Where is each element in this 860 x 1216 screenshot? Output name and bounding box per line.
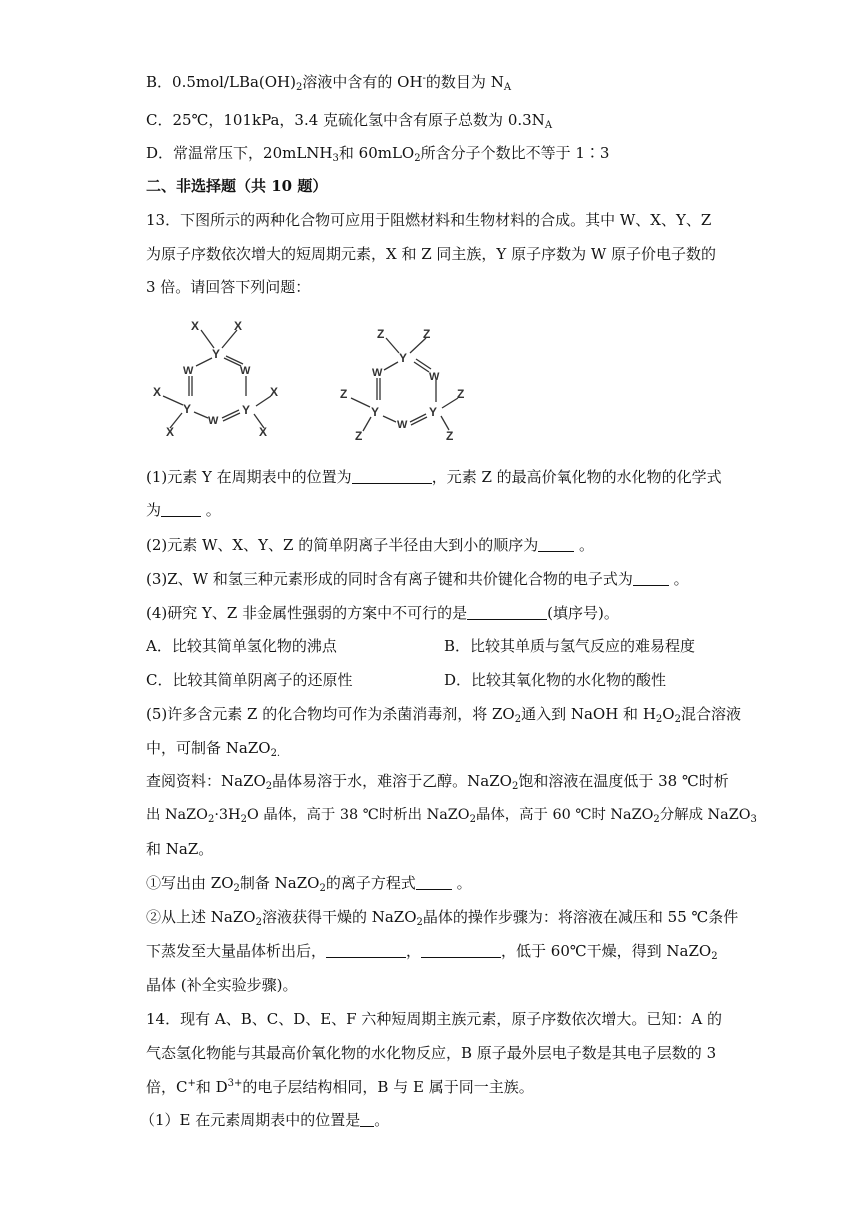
q14-stem-line2: 气态氢化物能与其最高价氧化物的水化物反应，B 原子最外层电子数是其电子层数的 3 <box>146 1044 717 1062</box>
atom-x: X <box>191 319 200 333</box>
q13-sub5-line3: 查阅资料：NaZO$_2$晶体易溶于水，难溶于乙醇。NaZO$_2$饱和溶液在温度低于 38 ℃时析 <box>146 772 729 792</box>
q13-sub5-line2: 中，可制备 NaZO$_{2.}$ <box>146 739 281 759</box>
q13-sub5-line1: (5)许多含元素 Z 的化合物均可作为杀菌消毒剂，将 $ZO_2$通入到 NaOH 和 $H_2O_2$混合溶液 <box>146 705 741 725</box>
q13-sub2: (2)元素 W、X、Y、Z 的简单阴离子半径由大到小的顺序为 。 <box>146 536 594 554</box>
atom-y: Y <box>371 405 380 419</box>
atom-w: W <box>372 367 383 379</box>
left-molecule <box>153 319 278 439</box>
atom-x: X <box>153 385 162 399</box>
answer-blank[interactable] <box>421 943 501 958</box>
answer-blank[interactable] <box>538 537 574 552</box>
q13-sub5-line5: 和 NaZ。 <box>146 840 214 858</box>
q13-sub5-line4: 出 $NaZO_2\cdot 3H_2O$ 晶体，高于 38 ℃时析出 NaZO$_2$晶体，高于 60 ℃时 NaZO$_2$分解成 NaZO$_3$ <box>146 807 757 825</box>
answer-blank[interactable] <box>360 1112 374 1127</box>
q14-sub1: （1）E 在元素周期表中的位置是 。 <box>140 1111 390 1129</box>
answer-blank[interactable] <box>467 605 547 620</box>
atom-z: Z <box>377 327 385 341</box>
option-c: C．25℃，101kPa，3.4 克硫化氢中含有原子总数为 $0.3N_A$ <box>146 111 553 131</box>
q13-sub5-part1: ①写出由 $ZO_2$制备 NaZO$_2$的离子方程式 。 <box>146 874 472 894</box>
q13-sub1-line2: 为 。 <box>146 501 221 519</box>
atom-z: Z <box>355 429 363 443</box>
atom-y: Y <box>183 402 192 416</box>
atom-y: Y <box>212 347 221 361</box>
section-heading: 二、非选择题（共 10 题） <box>146 177 328 195</box>
q13-sub5-part2-line3: 晶体 (补全实验步骤)。 <box>146 976 298 994</box>
answer-blank[interactable] <box>633 571 669 586</box>
atom-z: Z <box>423 327 431 341</box>
q13-sub5-part2-line2: 下蒸发至大量晶体析出后， ， ，低于 60℃干燥，得到 NaZO$_2$ <box>146 942 718 962</box>
answer-blank[interactable] <box>326 943 406 958</box>
q13-stem-line2: 为原子序数依次增大的短周期元素，X 和 Z 同主族，Y 原子序数为 W 原子价电子数的 <box>146 245 717 263</box>
atom-w: W <box>397 419 408 431</box>
atom-y: Y <box>399 351 408 365</box>
q13-sub3: (3)Z、W 和氢三种元素形成的同时含有离子键和共价键化合物的电子式为 。 <box>146 570 689 588</box>
answer-blank[interactable] <box>161 502 201 517</box>
q13-option-a: A．比较其简单氢化物的沸点 <box>146 637 337 655</box>
atom-w: W <box>183 365 194 377</box>
q13-sub1-line1: (1)元素 Y 在周期表中的位置为 ，元素 Z 的最高价氧化物的水化物的化学式 <box>146 468 722 486</box>
atom-x: X <box>259 425 268 439</box>
q14-stem-line1: 14．现有 A、B、C、D、E、F 六种短周期主族元素，原子序数依次增大。已知：A 的 <box>146 1010 722 1028</box>
atom-w: W <box>240 365 251 377</box>
right-molecule <box>340 327 464 443</box>
atom-z: Z <box>446 429 454 443</box>
answer-blank[interactable] <box>416 875 452 890</box>
atom-y: Y <box>242 403 251 417</box>
option-b: B．$0.5mol/LBa(OH)_2$溶液中含有的 OH-的数目为 $N_A$ <box>146 73 512 93</box>
q13-option-d: D．比较其氧化物的水化物的酸性 <box>444 671 667 689</box>
atom-w: W <box>208 415 219 427</box>
q13-stem-line1: 13．下图所示的两种化合物可应用于阻燃材料和生物材料的合成。其中 W、X、Y、Z <box>146 211 712 229</box>
q13-option-c: C．比较其简单阴离子的还原性 <box>146 671 353 689</box>
atom-x: X <box>166 425 175 439</box>
structure-diagram <box>146 318 486 448</box>
q13-sub4: (4)研究 Y、Z 非金属性强弱的方案中不可行的是 (填序号)。 <box>146 604 619 622</box>
q13-sub5-part2-line1: ②从上述 NaZO$_2$溶液获得干燥的 NaZO$_2$晶体的操作步骤为：将溶液在减压和 55 ℃条件 <box>146 908 739 928</box>
q14-stem-line3: 倍，C+和 $D^{3+}$的电子层结构相同，B 与 E 属于同一主族。 <box>146 1078 534 1096</box>
atom-x: X <box>234 319 243 333</box>
option-d: D．常温常压下，20mLNH$_3$和 60mLO$_2$所含分子个数比不等于 1∶3 <box>146 144 610 164</box>
q13-option-b: B．比较其单质与氢气反应的难易程度 <box>444 637 696 655</box>
atom-x: X <box>270 385 279 399</box>
atom-w: W <box>429 371 440 383</box>
atom-z: Z <box>340 387 348 401</box>
atom-y: Y <box>429 405 438 419</box>
q13-stem-line3: 3 倍。请回答下列问题： <box>146 278 311 296</box>
atom-z: Z <box>457 387 465 401</box>
answer-blank[interactable] <box>352 469 432 484</box>
